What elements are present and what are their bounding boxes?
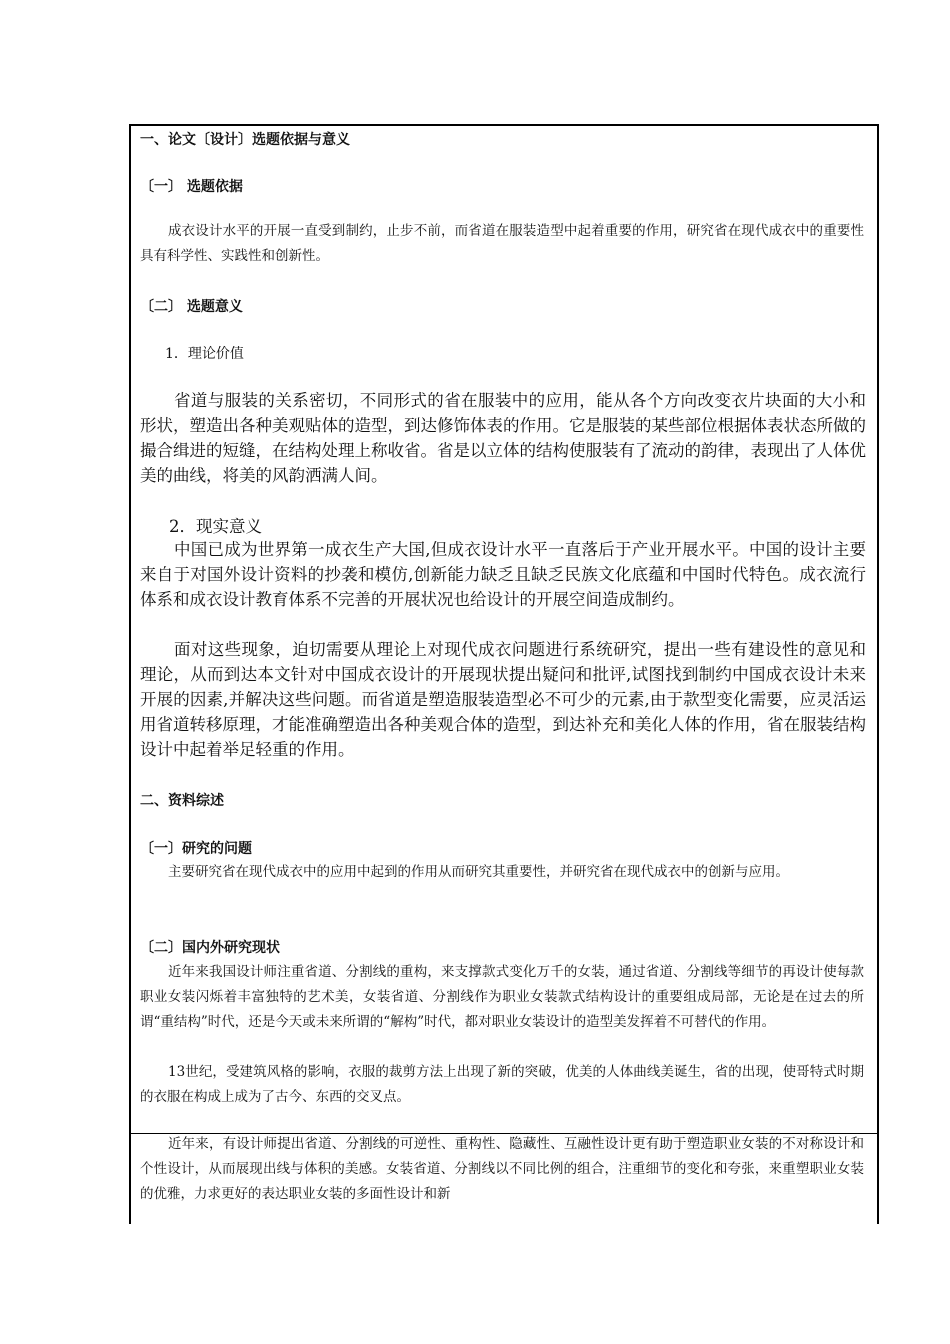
research-question-text: 主要研究省在现代成衣中的应用中起到的作用从而研究其重要性，并研究省在现代成衣中的创新与应用。	[168, 864, 789, 880]
section2-title: 二、资料综述	[140, 793, 224, 809]
research-status-text-3: 近年来，有设计师提出省道、分割线的可逆性、重构性、隐藏性、互融性设计更有助于塑造职业女装的不对称设计和个性设计，从而展现出线与体积的美感。女装省道、分割线以不同比例的组合，注重细节的变化和夸张，来重塑职业女装的优雅，力求更好的表达职业女装的多面性设计和新	[140, 1136, 864, 1202]
table-cell-main	[129, 124, 879, 1134]
section1-sub2-title: 〔二〕 选题意义	[140, 299, 243, 315]
section2-sub1-title: 〔一〕研究的问题	[140, 841, 252, 857]
section1-sub1-title: 〔一〕 选题依据	[140, 179, 243, 195]
research-status-text-1: 近年来我国设计师注重省道、分割线的重构，来支撑款式变化万千的女装，通过省道、分割线等细节的再设计使每款职业女装闪烁着丰富独特的艺术美，女装省道、分割线作为职业女装款式结构设计的重要组成局部，无论是在过去的所谓“重结构”时代，还是今天或未来所谓的“解构”时代，都对职业女装设计的造型美发挥着不可替代的作用。	[140, 964, 864, 1030]
practical-meaning-text-2: 面对这些现象，迫切需要从理论上对现代成衣问题进行系统研究，提出一些有建设性的意见和理论，从而到达本文针对中国成衣设计的开展现状提出疑问和批评,试图找到制约中国成衣设计未来开展的因素,并解决这些问题。而省道是塑造服装造型必不可少的元素,由于款型变化需要，应灵活运用省道转移原理，才能准确塑造出各种美观合体的造型，到达补充和美化人体的作用，省在服装结构设计中起着举足轻重的作用。	[140, 640, 866, 759]
practical-meaning-text-1: 中国已成为世界第一成衣生产大国,但成衣设计水平一直落后于产业开展水平。中国的设计主要来自于对国外设计资料的抄袭和模仿,创新能力缺乏且缺乏民族文化底蕴和中国时代特色。成衣流行体系和成衣设计教育体系不完善的开展状况也给设计的开展空间造成制约。	[140, 540, 866, 609]
section1-title: 一、论文〔设计〕选题依据与意义	[140, 132, 350, 148]
table-cell-continued	[129, 1134, 879, 1224]
section2-sub2-title: 〔二〕国内外研究现状	[140, 940, 280, 956]
theory-value-text: 省道与服装的关系密切，不同形式的省在服装中的应用，能从各个方向改变衣片块面的大小和形状，塑造出各种美观贴体的造型，到达修饰体表的作用。它是服装的某些部位根据体表状态所做的撮合缉进的短缝，在结构处理上称收省。省是以立体的结构使服装有了流动的韵律，表现出了人体优美的曲线，将美的风韵洒满人间。	[140, 391, 866, 485]
theory-value-heading: 1．理论价值	[165, 346, 244, 362]
practical-meaning-heading: 2．现实意义	[169, 517, 262, 536]
section1-sub1-text: 成衣设计水平的开展一直受到制约，止步不前，而省道在服装造型中起着重要的作用，研究省在现代成衣中的重要性具有科学性、实践性和创新性。	[140, 223, 864, 264]
research-status-text-2: 13世纪，受建筑风格的影响，衣服的裁剪方法上出现了新的突破，优美的人体曲线美诞生，省的出现，使哥特式时期的衣服在构成上成为了古今、东西的交叉点。	[140, 1064, 864, 1105]
